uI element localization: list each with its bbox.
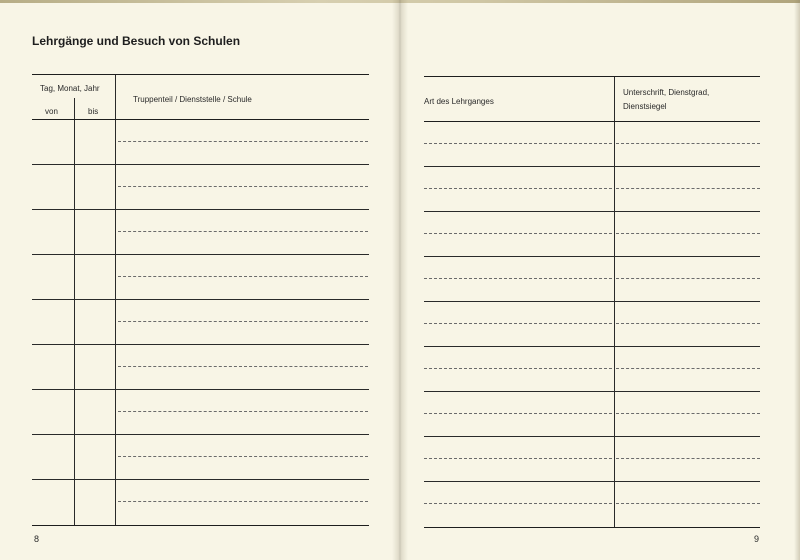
dashed-writing-line — [118, 141, 368, 142]
dashed-writing-line — [424, 458, 612, 459]
row-separator — [32, 254, 369, 255]
dashed-writing-line — [424, 188, 612, 189]
dashed-writing-line — [118, 186, 368, 187]
header-date-group: Tag, Monat, Jahr — [40, 84, 100, 93]
column-divider-date-unit — [115, 75, 116, 525]
dashed-writing-line — [424, 278, 612, 279]
dashed-writing-line — [424, 413, 612, 414]
row-separator — [424, 391, 760, 392]
header-unit: Truppenteil / Dienststelle / Schule — [133, 95, 252, 104]
row-separator — [32, 299, 369, 300]
row-separator — [32, 479, 369, 480]
row-separator — [424, 301, 760, 302]
dashed-writing-line — [118, 411, 368, 412]
dashed-writing-line — [616, 503, 760, 504]
dashed-writing-line — [616, 278, 760, 279]
dashed-writing-line — [118, 501, 368, 502]
dashed-writing-line — [118, 366, 368, 367]
dashed-writing-line — [616, 458, 760, 459]
table-bottom-rule — [32, 525, 369, 526]
dashed-writing-line — [616, 233, 760, 234]
dashed-writing-line — [424, 143, 612, 144]
dashed-writing-line — [118, 456, 368, 457]
table-top-rule-right — [424, 76, 760, 77]
column-divider-course-signature — [614, 77, 615, 527]
row-separator — [32, 209, 369, 210]
row-separator — [424, 481, 760, 482]
row-separator — [424, 436, 760, 437]
dashed-writing-line — [616, 413, 760, 414]
dashed-writing-line — [616, 188, 760, 189]
row-separator — [424, 346, 760, 347]
header-bottom-rule-right — [424, 121, 760, 122]
page-right-edge — [794, 0, 800, 560]
row-separator — [32, 389, 369, 390]
table-bottom-rule-right — [424, 527, 760, 528]
row-separator — [424, 256, 760, 257]
right-page — [402, 0, 800, 560]
dashed-writing-line — [424, 503, 612, 504]
page-title: Lehrgänge und Besuch von Schulen — [32, 34, 241, 48]
table-top-rule — [32, 74, 369, 75]
column-divider-from-to — [74, 98, 75, 525]
row-separator — [32, 344, 369, 345]
dashed-writing-line — [424, 368, 612, 369]
header-to: bis — [88, 107, 99, 116]
book-gutter — [392, 0, 408, 560]
dashed-writing-line — [118, 231, 368, 232]
page-number-left: 8 — [34, 534, 40, 544]
row-separator — [32, 434, 369, 435]
dashed-writing-line — [118, 321, 368, 322]
dashed-writing-line — [424, 233, 612, 234]
dashed-writing-line — [616, 143, 760, 144]
header-signature-line1: Unterschrift, Dienstgrad, — [623, 88, 710, 97]
dashed-writing-line — [616, 368, 760, 369]
header-course-type: Art des Lehrganges — [424, 97, 494, 106]
header-bottom-rule — [32, 119, 369, 120]
dashed-writing-line — [616, 323, 760, 324]
left-page — [0, 0, 398, 560]
dashed-writing-line — [424, 323, 612, 324]
dashed-writing-line — [118, 276, 368, 277]
row-separator — [424, 211, 760, 212]
header-signature-line2: Dienstsiegel — [623, 102, 667, 111]
row-separator — [32, 164, 369, 165]
row-separator — [424, 166, 760, 167]
header-from: von — [45, 107, 58, 116]
page-number-right: 9 — [754, 534, 760, 544]
